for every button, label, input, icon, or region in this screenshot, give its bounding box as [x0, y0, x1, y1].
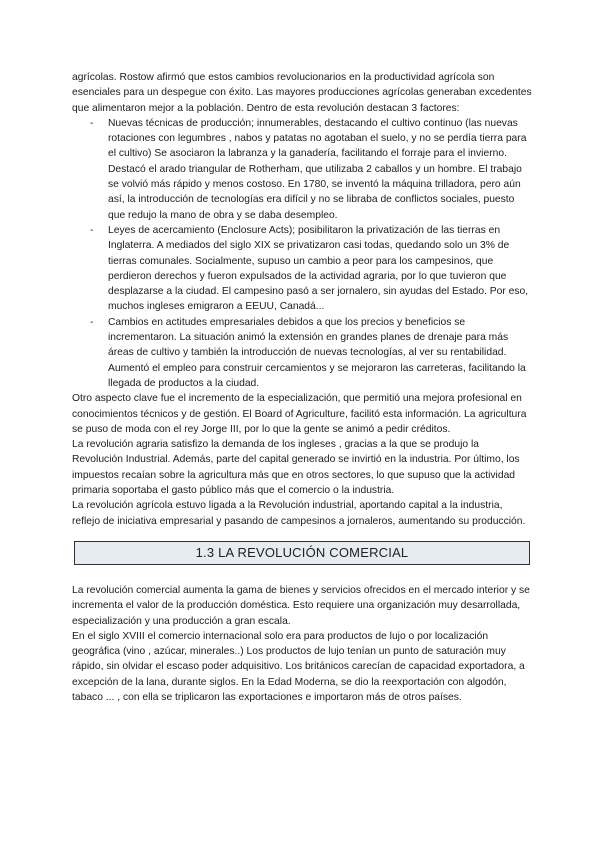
factors-list — [72, 116, 532, 391]
factor-text: Cambios en actitudes empresariales debidos a que los precios y beneficios se incrementaron. La situación animó la extensión en grandes planes de drenaje para más áreas de cultivo y también la introducción de nuevas tecnologías, al ver su rentabilidad. Aumentó el empleo para construir cercamientos y se mejoraron las carreteras, facilitando la llegada de productos a la ciudad. — [108, 316, 526, 389]
document-page — [72, 70, 532, 705]
factor-text: Nuevas técnicas de producción; innumerables, destacando el cultivo continuo (las nuevas rotaciones con legumbres , nabos y patatas no agotaban el suelo, y no se perdía tierra para el cultivo) Se asociaron la labranza y la ganadería, facilitando el forraje para el invierno. Destacó el arado triangular de Rotherham, que utilizaba 2 caballos y un hombre. El trabajo se volvió más rápido y menos costoso. En 1780, se inventó la máquina trilladora, pero aún así, la introducción de tecnologías era difícil y no se libraba de conflictos sociales, puesto que redujo la mano de obra y se daba desempleo. — [108, 117, 527, 221]
paragraph: La revolución agraria satisfizo la demanda de los ingleses , gracias a la que se produjo la Revolución Industrial. Además, parte del capital generado se invirtió en la industria. Por último, los impuestos recaían sobre la agricultura más que en otros sectores, lo que supuso que la actividad primaria soportaba el gasto público más que el comercio o la industria. — [72, 439, 520, 497]
factor-text: Leyes de acercamiento (Enclosure Acts); posibilitaron la privatización de las tierras en Inglaterra. A mediados del siglo XIX se privatizaron casi todas, quedando solo un 3% de tierras comunales. Socialmente, supuso un cambio a peor para los campesinos, que perdieron derechos y fueron expulsados de la actividad agraria, por lo que tuvieron que desplazarse a la ciudad. El campesino pasó a ser jornalero, sin ayudas del Estado. Por eso, muchos ingleses emigraron a EEUU, Canadá... — [108, 224, 529, 313]
list-dash: - — [90, 117, 94, 129]
paragraph: Otro aspecto clave fue el incremento de la especialización, que permitió una mejora profesional en conocimientos técnicos y de gestión. El Board of Agriculture, facilitó esta información. La agricultura se puso de moda con el rey Jorge III, por lo que la gente se animó a pedir créditos. — [72, 393, 527, 435]
list-dash: - — [90, 316, 94, 328]
paragraph: La revolución comercial aumenta la gama de bienes y servicios ofrecidos en el mercado interior y se incrementa el valor de la producción doméstica. Esto requiere una organización muy desarrollada, especialización y una producción a gran escala. — [72, 584, 530, 627]
factor-item — [72, 116, 532, 223]
intro-paragraph: agrícolas. Rostow afirmó que estos cambios revolucionarios en la productividad agrícola son esenciales para un despegue con éxito. Las mayores producciones agrícolas generaban excedentes que alimentaron mejor a la población. Dentro de esta revolución destacan 3 factores: — [72, 72, 532, 114]
section-heading-box — [74, 541, 530, 565]
list-dash: - — [90, 224, 94, 236]
paragraph: La revolución agrícola estuvo ligada a la Revolución industrial, aportando capital a la industria, reflejo de iniciativa empresarial y pasando de campesinos a jornaleros, aumentando su producción. — [72, 500, 526, 527]
factor-item — [72, 223, 532, 315]
section-heading: 1.3 LA REVOLUCIÓN COMERCIAL — [195, 545, 409, 561]
paragraph: En el siglo XVIII el comercio internacional solo era para productos de lujo o por localización geográfica (vino , azúcar, minerales..) Los productos de lujo tenían un punto de saturación muy rápido, sin olvidar el escaso poder adquisitivo. Los británicos carecían de capacidad exportadora, a excepción de la lana, durante siglos. En la Edad Moderna, se dio la reexportación con algodón, tabaco ... , con ella se triplicaron las exportaciones e importaron más de otros países. — [72, 630, 525, 703]
factor-item — [72, 315, 532, 391]
